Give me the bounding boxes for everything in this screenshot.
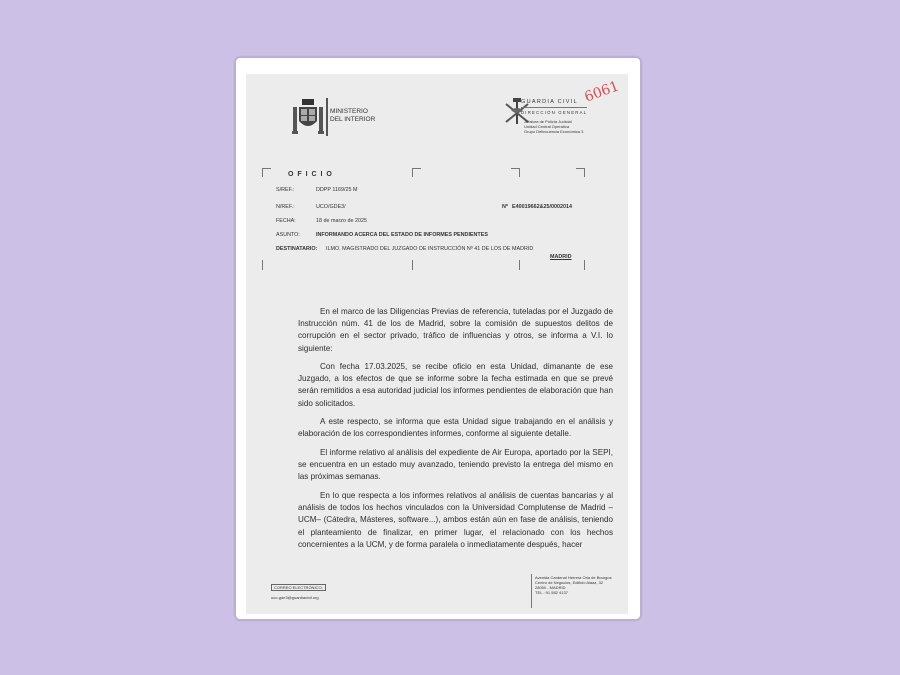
guardia-civil-subtitle: DIRECCIÓN GENERAL	[521, 110, 588, 115]
header-rule	[521, 107, 587, 108]
asunto-label: ASUNTO:	[276, 232, 300, 238]
body-paragraph-3: A este respecto, se informa que esta Unidad sigue trabajando en el análisis y elaboración de los correspondientes informes, conforme al siguiente detalle.	[298, 417, 613, 439]
frame-corner-bottom-left	[262, 260, 271, 270]
frame-corner-bottom-center	[412, 260, 421, 270]
asunto-value: INFORMANDO ACERCA DEL ESTADO DE INFORMES PENDIENTES	[316, 232, 488, 238]
fecha-label: FECHA:	[276, 218, 296, 224]
frame-corner-top-left	[262, 168, 271, 177]
body-paragraph-5: En lo que respecta a los informes relativos al análisis de cuentas bancarias y al análisis de todos los hechos vinculados con la Universidad Complutense de Madrid –UCM– (Cátedra, Másteres, software...), ambos están aún en fase de análisis, teniendo el planteamiento de finalizar, en primer lugar, el relacionado con los hechos concernientes a la UCM, y de forma paralela o inmediatamente después, hacer	[298, 491, 613, 549]
destination-city: MADRID	[550, 254, 572, 260]
number-value: E40019662&25/0002014	[512, 204, 572, 210]
frame-corner-bottom-right-a	[511, 260, 520, 270]
frame-corner-top-center	[412, 168, 421, 177]
spain-coat-of-arms-icon	[292, 97, 324, 137]
ministry-name: MINISTERIO DEL INTERIOR	[330, 108, 376, 123]
fecha-value: 18 de marzo de 2025	[316, 218, 367, 224]
footer-divider	[531, 574, 532, 608]
destinatario-label: DESTINATARIO:	[276, 246, 318, 252]
email-value: uco-gde3@guardiacivil.org	[271, 595, 319, 600]
number-label: Nº	[502, 204, 508, 210]
s-ref-label: S/REF.:	[276, 187, 295, 193]
email-label: CORREO ELECTRÓNICO:	[271, 584, 326, 591]
document-page	[235, 57, 641, 620]
body-paragraph-4: El informe relativo al análisis del expediente de Air Europa, aportado por la SEPI, se encuentra en un estado muy avanzado, teniendo previsto la entrega del mismo en las próximas semanas.	[298, 448, 613, 482]
frame-corner-bottom-right-b	[576, 260, 585, 270]
frame-corner-top-right-b	[576, 168, 585, 177]
destinatario-value: ILMO. MAGISTRADO DEL JUZGADO DE INSTRUCCIÓN Nº 41 DE LOS DE MADRID	[326, 246, 534, 252]
oficio-title: O F I C I O	[288, 171, 333, 178]
scanned-document	[246, 74, 628, 614]
guardia-civil-title: GUARDIA CIVIL	[521, 99, 578, 105]
footer-address: Avenida Cardenal Herrera Oria de Bourgos Centro de Negocios, Edificio Alaaz, 32 28050 - MADRID TEL.: 91 582 4137	[535, 575, 612, 595]
n-ref-value: UCO/GDE3/	[316, 204, 346, 210]
body-paragraph-2: Con fecha 17.03.2025, se recibe oficio en esta Unidad, dimanante de ese Juzgado, a los efectos de que se informe sobre la fecha estimada en que se prevé serán remitidos a esa autoridad judicial los informes pendientes de elaboración que han sido solicitados.	[298, 362, 613, 408]
body-paragraph-1: En el marco de las Diligencias Previas de referencia, tuteladas por el Juzgado de Instrucción núm. 41 de los de Madrid, sobre la comisión de supuestos delitos de corrupción en el sector privado, tráfico de influencias y otros, se informa a V.I. lo siguiente:	[298, 307, 613, 353]
handwritten-annotation: 6061	[582, 78, 622, 106]
header-divider	[326, 98, 328, 136]
guardia-civil-unit: Jefatura de Policía Judicial Unidad Central Operativa Grupo Delincuencia Económica 3	[524, 119, 584, 134]
s-ref-value: DDPP 1169/25 M	[316, 187, 358, 193]
frame-corner-top-right-a	[511, 168, 520, 177]
n-ref-label: N/REF.:	[276, 204, 295, 210]
